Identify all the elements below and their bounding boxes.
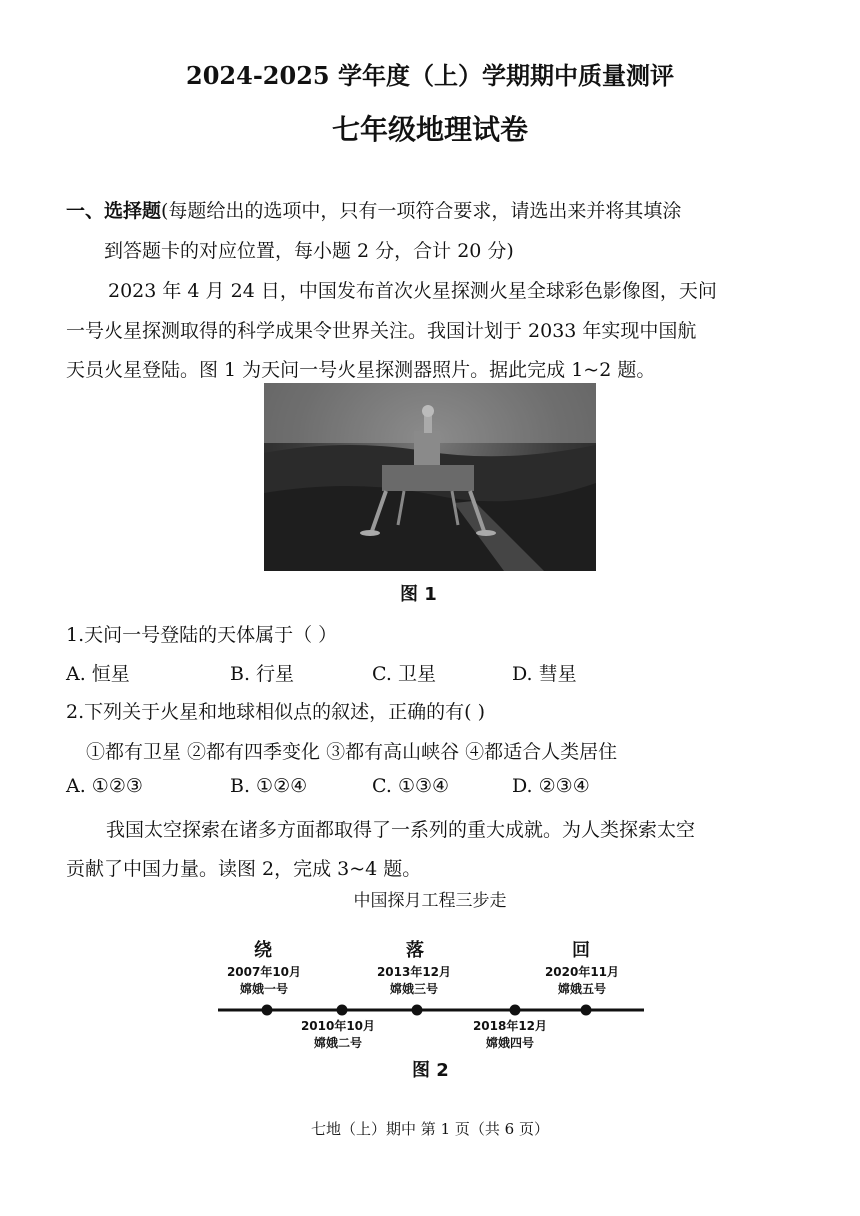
phase-return: 回 [572, 940, 590, 961]
q1-option-c: C. 卫星 [372, 663, 436, 685]
event-change2 [290, 1018, 386, 1052]
passage1-line3: 天员火星登陆。图 1 为天问一号火星探测器照片。据此完成 1~2 题。 [66, 359, 656, 381]
mars-rover-photo [264, 383, 596, 571]
timeline-dot-change5 [581, 1005, 592, 1016]
q2-option-b: B. ①②④ [230, 775, 308, 797]
passage2-line1: 我国太空探索在诸多方面都取得了一系列的重大成就。为人类探索太空 [106, 819, 696, 841]
timeline-dot-change3 [412, 1005, 423, 1016]
event-date: 2007年10月 [226, 965, 302, 979]
q2-stem: 2.下列关于火星和地球相似点的叙述，正确的有( ) [66, 701, 485, 723]
event-date: 2018年12月 [472, 1019, 548, 1033]
q1-option-b: B. 行星 [230, 663, 295, 685]
event-date: 2013年12月 [376, 965, 452, 979]
figure1-caption: 图 1 [400, 584, 437, 605]
passage1-line2: 一号火星探测取得的科学成果令世界关注。我国计划于 2033 年实现中国航 [66, 320, 697, 342]
event-name: 嫦娥一号 [239, 982, 288, 996]
event-name: 嫦娥五号 [557, 982, 606, 996]
passage2-line2: 贡献了中国力量。读图 2，完成 3~4 题。 [66, 858, 422, 880]
q2-statements: ①都有卫星 ②都有四季变化 ③都有高山峡谷 ④都适合人类居住 [86, 741, 618, 763]
q2-option-c: C. ①③④ [372, 775, 450, 797]
event-name: 嫦娥二号 [313, 1036, 362, 1050]
event-date: 2010年10月 [300, 1019, 376, 1033]
section-instruction-2: 到答题卡的对应位置，每小题 2 分，合计 20 分) [104, 240, 514, 262]
figure2-title: 中国探月工程三步走 [353, 891, 507, 911]
q1-option-d: D. 彗星 [512, 663, 577, 685]
section-heading-line [66, 196, 681, 223]
section-heading: 一、选择题 [66, 200, 162, 222]
q2-option-a: A. ①②③ [66, 775, 143, 797]
timeline-axis [218, 1000, 644, 1020]
q2-option-d: D. ②③④ [512, 775, 590, 797]
q1-stem: 1.天问一号登陆的天体属于（ ） [66, 624, 338, 646]
phase-orbit: 绕 [254, 940, 272, 961]
event-change3 [366, 964, 462, 998]
event-name: 嫦娥四号 [485, 1036, 534, 1050]
exam-title: 2024-2025 学年度（上）学期期中质量测评 [186, 61, 674, 90]
timeline-dot-change2 [337, 1005, 348, 1016]
event-change4 [462, 1018, 558, 1052]
figure2-caption: 图 2 [412, 1060, 449, 1081]
event-change1 [216, 964, 312, 998]
timeline-dot-change4 [510, 1005, 521, 1016]
event-date: 2020年11月 [544, 965, 620, 979]
timeline-dot-change1 [262, 1005, 273, 1016]
section-instruction-1: (每题给出的选项中，只有一项符合要求，请选出来并将其填涂 [161, 200, 682, 222]
mars-rover-image [264, 383, 596, 571]
q1-option-a: A. 恒星 [66, 663, 130, 685]
event-name: 嫦娥三号 [389, 982, 438, 996]
event-change5 [534, 964, 630, 998]
exam-subtitle: 七年级地理试卷 [331, 113, 528, 146]
passage1-line1: 2023 年 4 月 24 日，中国发布首次火星探测火星全球彩色影像图，天问 [108, 280, 717, 302]
page-footer: 七地（上）期中 第 1 页（共 6 页） [311, 1120, 549, 1138]
phase-land: 落 [406, 940, 424, 961]
